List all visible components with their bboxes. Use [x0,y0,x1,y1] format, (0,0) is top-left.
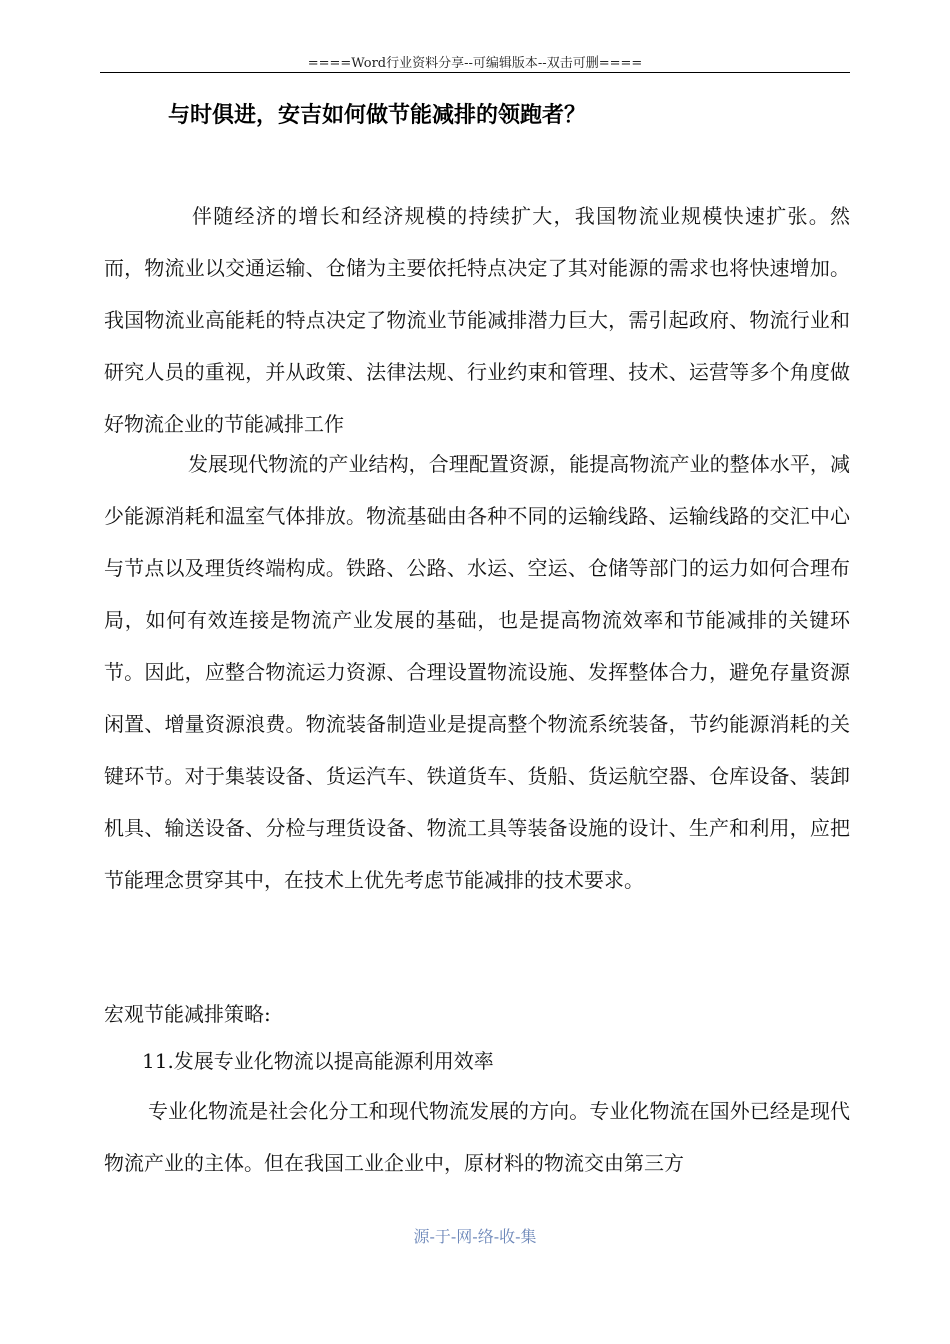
numbered-list-item: 11.发展专业化物流以提高能源利用效率 [142,1049,494,1073]
body-paragraph-1: 伴随经济的增长和经济规模的持续扩大，我国物流业规模快速扩张。然而，物流业以交通运输、仓储为主要依托特点决定了其对能源的需求也将快速增加。我国物流业高能耗的特点决定了物流业节能减排潜力巨大，需引起政府、物流行业和研究人员的重视，并从政策、法律法规、行业约束和管理、技术、运营等多个角度做好物流企业的节能减排工作 [104,204,850,436]
body-paragraph-3: 专业化物流是社会化分工和现代物流发展的方向。专业化物流在国外已经是现代物流产业的主体。但在我国工业企业中，原材料的物流交由第三方 [104,1099,850,1175]
body-paragraph-2: 发展现代物流的产业结构，合理配置资源，能提高物流产业的整体水平，减少能源消耗和温室气体排放。物流基础由各种不同的运输线路、运输线路的交汇中心与节点以及理货终端构成。铁路、公路、水运、空运、仓储等部门的运力如何合理布局，如何有效连接是物流产业发展的基础，也是提高物流效率和节能减排的关键环节。因此，应整合物流运力资源、合理设置物流设施、发挥整体合力，避免存量资源闲置、增量资源浪费。物流装备制造业是提高整个物流系统装备，节约能源消耗的关键环节。对于集装设备、货运汽车、铁道货车、货船、货运航空器、仓库设备、装卸机具、输送设备、分检与理货设备、物流工具等装备设施的设计、生产和利用，应把节能理念贯穿其中，在技术上优先考虑节能减排的技术要求。 [104,452,850,892]
section-heading: 宏观节能减排策略: [104,1002,271,1026]
page-header-text: ====Word行业资料分享--可编辑版本--双击可删==== [307,56,643,71]
header-divider [100,72,850,73]
page-footer-text: 源-于-网-络-收-集 [413,1227,537,1246]
document-title: 与时俱进，安吉如何做节能减排的领跑者？ [168,102,587,128]
